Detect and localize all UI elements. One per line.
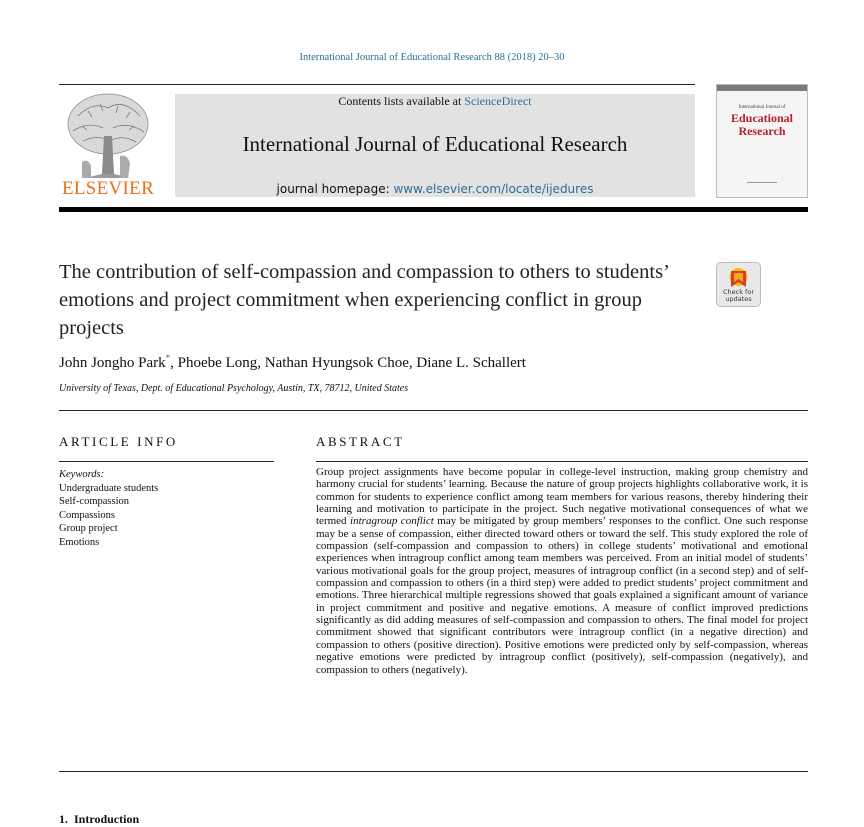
keywords-label: Keywords:	[59, 469, 105, 480]
contents-prefix: Contents lists available at	[338, 94, 465, 108]
elsevier-logo[interactable]	[58, 86, 158, 198]
homepage-label: journal homepage:	[276, 182, 394, 196]
abstract-text-part-2: may be mitigated by group members’ responses to the conflict. One such response may be a sense of compassion, either directed toward others or toward the self. This study explored the role of compassion (self-compassion and compassion to others) in college students’ motivational and emotional experiences when intragroup conflict among team members was perceived. From an initial model of students’ various motivational goals for the group project, measures of intragroup conflict (in a second step) and of self-compassion and compassion to others (in a third step) were added to predict students’ project commitment and emotions. Three hierarchical multiple regressions showed that goals explained a significant amount of variance in project commitment and positive and negative emotions. A measure of conflict improved predictions significantly as did adding measures of self-compassion and compassion to others. The final model for project commitment showed that significant contributors were intragroup conflict (in a negative direction) and compassion to others (positive direction). Positive emotions were predicted only by self-compassion, whereas negative emotions were predicted by intragroup conflict (positively), self-compassion (negatively), and compassion to others (negatively).	[316, 515, 808, 676]
journal-cover-thumbnail[interactable]	[716, 84, 808, 198]
journal-masthead	[175, 94, 695, 197]
cover-top-band	[717, 85, 807, 91]
introduction-heading	[59, 812, 139, 827]
abstract-text-italic: intragroup conflict	[350, 515, 434, 528]
corresponding-author-mark[interactable]: *	[165, 353, 171, 363]
abstract-rule	[316, 461, 808, 462]
check-for-updates-label: Check for updates	[723, 288, 754, 303]
section-number: 1.	[59, 812, 68, 826]
journal-homepage-line	[175, 182, 695, 196]
article-info-rule	[59, 461, 274, 462]
keyword-item: Self-compassion	[59, 496, 129, 508]
check-for-updates-button[interactable]	[716, 262, 761, 307]
cover-divider	[747, 182, 777, 183]
keywords-block	[59, 468, 158, 550]
homepage-link[interactable]: www.elsevier.com/locate/ijedures	[393, 182, 594, 196]
cover-title-line-2: Research	[738, 124, 786, 138]
affiliation: University of Texas, Dept. of Educational Psychology, Austin, TX, 78712, United States	[59, 383, 409, 394]
article-info-heading: ARTICLE INFO	[59, 434, 178, 449]
author-list	[59, 353, 526, 372]
journal-title: International Journal of Educational Research	[242, 132, 628, 156]
elsevier-wordmark: ELSEVIER	[61, 178, 155, 199]
cover-title-line-1: Educational	[730, 111, 793, 125]
corresponding-author: John Jongho Park	[59, 355, 166, 371]
keyword-item: Undergraduate students	[59, 482, 159, 494]
contents-line	[175, 94, 695, 109]
co-authors: , Phoebe Long, Nathan Hyungsok Choe, Diane L. Schallert	[170, 355, 526, 371]
keyword-item: Emotions	[59, 536, 100, 548]
abstract-bottom-rule	[59, 771, 808, 772]
keyword-item: Group project	[59, 523, 118, 535]
info-top-rule	[59, 410, 808, 411]
abstract-body	[316, 466, 808, 676]
section-title: Introduction	[74, 812, 140, 826]
cover-small-text: International Journal of	[738, 105, 786, 110]
cover-title	[717, 112, 807, 138]
sciencedirect-link[interactable]: ScienceDirect	[464, 94, 532, 108]
header-bottom-rule	[59, 207, 808, 212]
header-top-rule	[59, 84, 695, 85]
article-title: The contribution of self-compassion and compassion to others to students’ emotions and project commitment when experiencing conflict in group projects	[59, 261, 669, 339]
journal-reference[interactable]: International Journal of Educational Research 88 (2018) 20–30	[299, 52, 565, 63]
abstract-heading: ABSTRACT	[316, 434, 405, 449]
abstract-text-part-1: Group project assignments have become popular in college-level instruction, making group chemistry and harmony crucial for students’ learning. Because the nature of group projects highlights collaborative work, it is common for students to experience conflict among team members for various reasons, thereby hindering their learning and motivation to participate in the project. Such negative motivational consequences of what we termed	[316, 466, 808, 528]
keyword-item: Compassions	[59, 509, 116, 521]
